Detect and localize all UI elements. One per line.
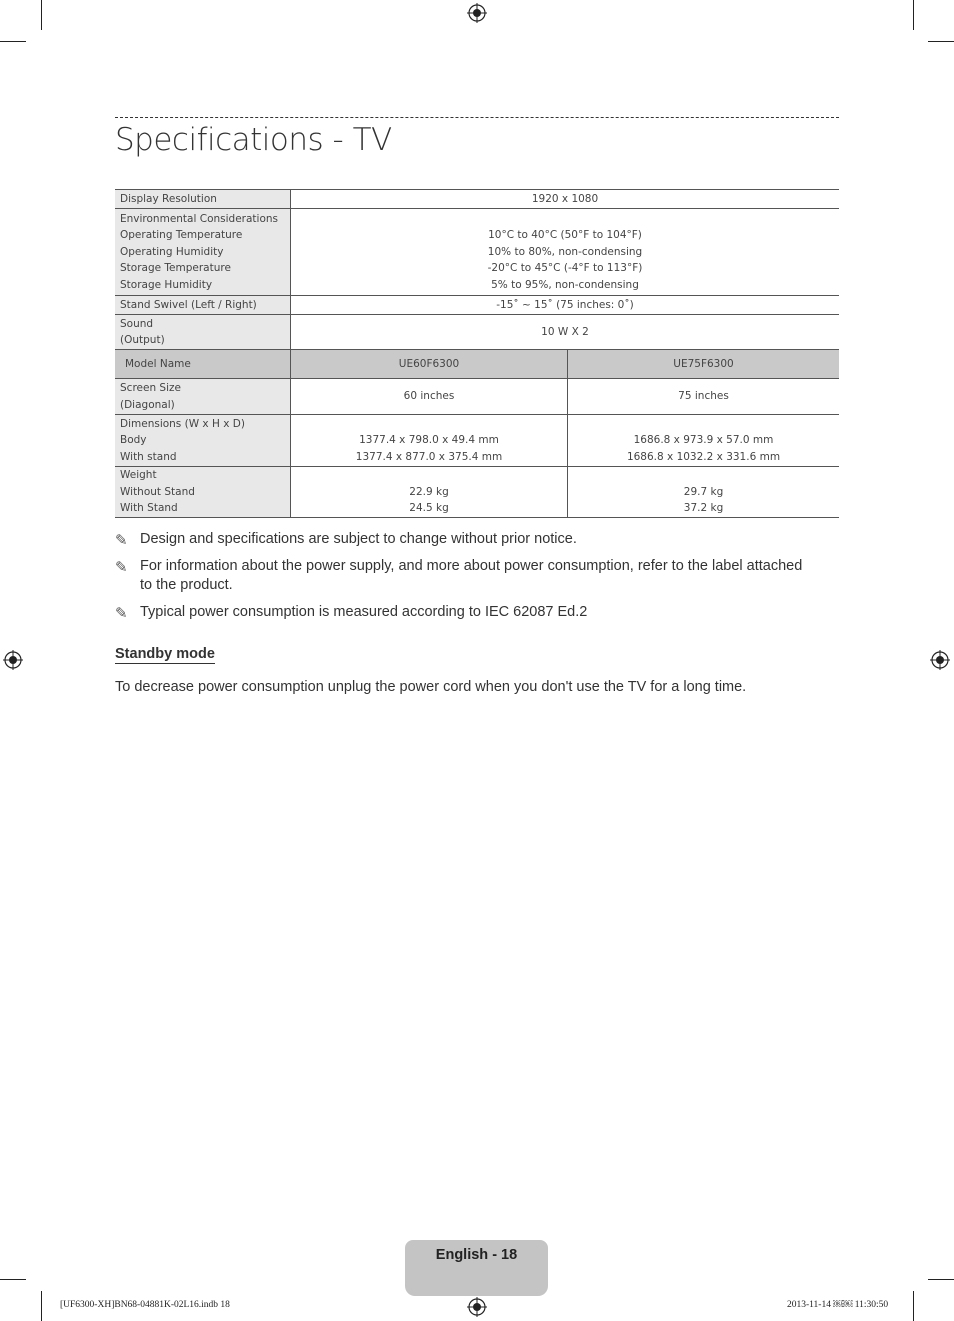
spec-label: Display Resolution	[115, 190, 291, 209]
spec-value: 60 inches	[291, 379, 568, 415]
page-number: English - 18	[435, 1247, 518, 1263]
standby-text: To decrease power consumption unplug the power cord when you don't use the TV for a long time.	[115, 679, 747, 695]
spec-label: Environmental Considerations Operating Temperature Operating Humidity Storage Temperature Storage Humidity	[115, 209, 291, 296]
model-name-ue75: UE75F6300	[568, 350, 840, 379]
table-row	[115, 415, 839, 467]
page-title: Specifications - TV	[115, 122, 392, 158]
table-row	[115, 315, 839, 350]
registration-mark-icon	[930, 650, 950, 670]
crop-mark	[913, 0, 914, 30]
pencil-icon: ✎	[115, 605, 128, 622]
spec-value: 10°C to 40°C (50°F to 104°F) 10% to 80%, non-condensing -20°C to 45°C (-4°F to 113°F) 5% to 95%, non-condensing	[291, 209, 840, 296]
crop-mark	[928, 1279, 954, 1280]
crop-mark	[913, 1291, 914, 1321]
crop-mark	[928, 41, 954, 42]
spec-value: 10 W X 2	[291, 315, 840, 350]
model-header-row	[115, 350, 839, 379]
crop-mark	[41, 0, 42, 30]
table-row	[115, 467, 839, 518]
spec-value: 29.7 kg 37.2 kg	[568, 467, 840, 518]
spec-value: 1920 x 1080	[291, 190, 840, 209]
note-item: ✎ Design and specifications are subject to change without prior notice.	[115, 531, 577, 549]
spec-value: 22.9 kg 24.5 kg	[291, 467, 568, 518]
standby-heading: Standby mode	[115, 646, 215, 662]
spec-label: Sound (Output)	[115, 315, 291, 350]
spec-label: Dimensions (W x H x D) Body With stand	[115, 415, 291, 467]
note-item: ✎ Typical power consumption is measured according to IEC 62087 Ed.2	[115, 604, 588, 622]
notes-list	[115, 530, 815, 630]
pencil-icon: ✎	[115, 532, 128, 549]
spec-label: Screen Size (Diagonal)	[115, 379, 291, 415]
title-dashed-rule	[115, 117, 839, 118]
table-row	[115, 296, 839, 315]
registration-mark-icon	[3, 650, 23, 670]
spec-value: 1377.4 x 798.0 x 49.4 mm 1377.4 x 877.0 x 375.4 mm	[291, 415, 568, 467]
print-slug-file: [UF6300-XH]BN68-04881K-02L16.indb 18	[60, 1300, 230, 1310]
model-name-label: Model Name	[115, 350, 291, 379]
table-row	[115, 209, 839, 296]
crop-mark	[0, 1279, 26, 1280]
specifications-table	[115, 189, 839, 518]
crop-mark	[0, 41, 26, 42]
spec-value: 1686.8 x 973.9 x 57.0 mm 1686.8 x 1032.2 x 331.6 mm	[568, 415, 840, 467]
spec-label: Stand Swivel (Left / Right)	[115, 296, 291, 315]
model-name-ue60: UE60F6300	[291, 350, 568, 379]
pencil-icon: ✎	[115, 559, 128, 576]
print-slug-timestamp: 2013-11-14 ￼￼ 11:30:50	[787, 1300, 889, 1310]
spec-label: Weight Without Stand With Stand	[115, 467, 291, 518]
spec-value: -15˚ ~ 15˚ (75 inches: 0˚)	[291, 296, 840, 315]
registration-mark-icon	[467, 3, 487, 23]
note-item: ✎ For information about the power supply, and more about power consumption, refer to the label attached to the product.	[115, 558, 803, 593]
registration-mark-icon	[467, 1297, 487, 1317]
crop-mark	[41, 1291, 42, 1321]
table-row	[115, 379, 839, 415]
spec-value: 75 inches	[568, 379, 840, 415]
table-row	[115, 190, 839, 209]
